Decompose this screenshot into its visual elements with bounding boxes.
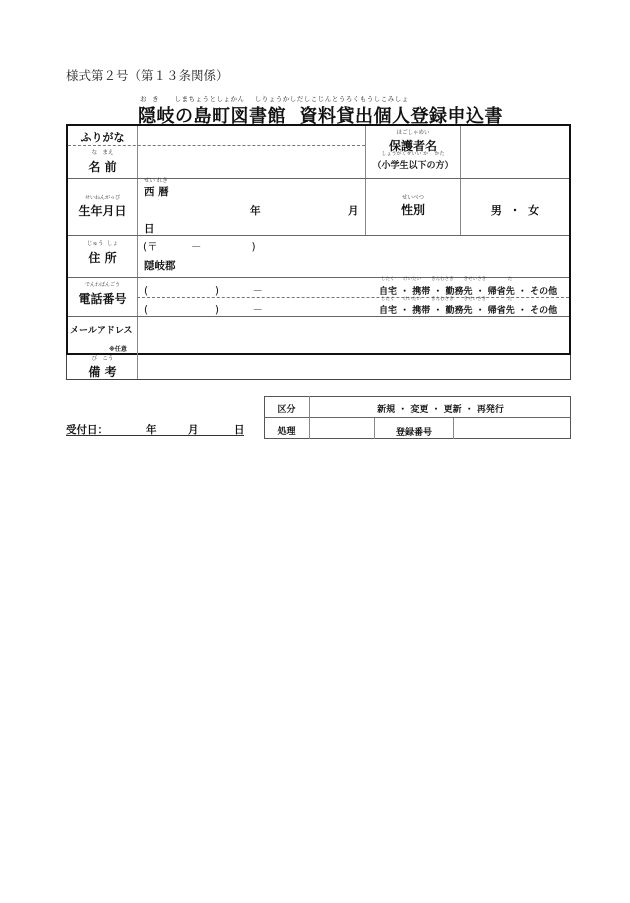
guardian-sub-ruby: しょうがくせいい か かた: [381, 151, 445, 157]
year-label: 年: [250, 205, 261, 217]
month-label: 月: [348, 205, 359, 217]
remarks-input[interactable]: [138, 356, 570, 379]
phone-1-types[interactable]: 自宅 ・ 携帯 ・ 勤務先 ・ 帰省先 ・ その他: [379, 287, 558, 297]
guardian-label: 保護者名: [388, 139, 437, 153]
birth-ruby: せいねんがっぴ: [84, 195, 120, 201]
form-number: 様式第２号（第１３条関係）: [66, 68, 229, 83]
received-year: 年: [146, 424, 157, 436]
page-title: 隠岐の島町図書館 資料貸出個人登録申込書: [138, 106, 504, 127]
name-label: 名 前: [88, 160, 117, 174]
birthdate-input[interactable]: [160, 196, 360, 220]
gender-ruby: せいべつ: [401, 195, 424, 201]
phone-1-types-ruby: じたく けいたい きんむさき きせいさき た: [381, 277, 513, 282]
day-label: 日: [144, 223, 155, 235]
category-options[interactable]: 新規 ・ 変更 ・ 更新 ・ 再発行: [377, 405, 504, 415]
phone-2-types[interactable]: 自宅 ・ 携帯 ・ 勤務先 ・ 帰省先 ・ その他: [379, 306, 558, 316]
email-label: メールアドレス: [70, 326, 133, 336]
received-day: 日: [234, 424, 245, 436]
guardian-sub: （小学生以下の方）: [372, 161, 454, 171]
processing-input[interactable]: [310, 418, 373, 438]
guardian-ruby: ほごしゃめい: [396, 130, 430, 136]
title-ruby: お き しまちょうとしょかん しりょうかしだしこじんとうろくもうしこみしょ: [140, 95, 409, 103]
postal-code-field[interactable]: (〒 － ): [143, 241, 256, 253]
phone-label: 電話番号: [78, 292, 127, 306]
address-ruby: じゅう しょ: [87, 241, 118, 247]
furigana-label: ふりがな: [80, 131, 125, 144]
remarks-label: 備 考: [88, 365, 117, 379]
received-month: 月: [188, 424, 199, 436]
birth-label: 生年月日: [78, 204, 127, 218]
era-label: 西 暦: [144, 186, 169, 198]
address-input[interactable]: [185, 256, 565, 274]
processing-label: 処理: [277, 427, 296, 437]
address-label: 住 所: [88, 251, 117, 265]
name-ruby: な まえ: [91, 150, 114, 156]
category-label: 区分: [277, 405, 296, 415]
phone-ruby: でんわばんごう: [84, 282, 120, 288]
phone-1-field[interactable]: ( ) －: [144, 285, 263, 297]
gender-label: 性別: [400, 203, 425, 217]
remarks-ruby: び こう: [91, 356, 114, 362]
furigana-input[interactable]: [138, 127, 364, 144]
received-date: [66, 422, 244, 436]
phone-2-field[interactable]: ( ) －: [144, 304, 263, 316]
district-label: 隠岐郡: [144, 260, 176, 272]
era-ruby: せい れき: [144, 178, 168, 184]
gender-options[interactable]: 男 ・ 女: [490, 204, 540, 217]
phone-2-types-ruby: じたく けいたい きんむさき きせいさき た: [381, 297, 513, 302]
email-optional-note: ※任意: [109, 346, 127, 353]
reg-number-label: 登録番号: [395, 428, 432, 438]
guardian-input[interactable]: [461, 127, 569, 177]
name-input[interactable]: [138, 146, 364, 177]
email-input[interactable]: [138, 318, 568, 353]
reg-number-input[interactable]: [454, 418, 570, 438]
received-label: 受付日：: [66, 424, 108, 436]
